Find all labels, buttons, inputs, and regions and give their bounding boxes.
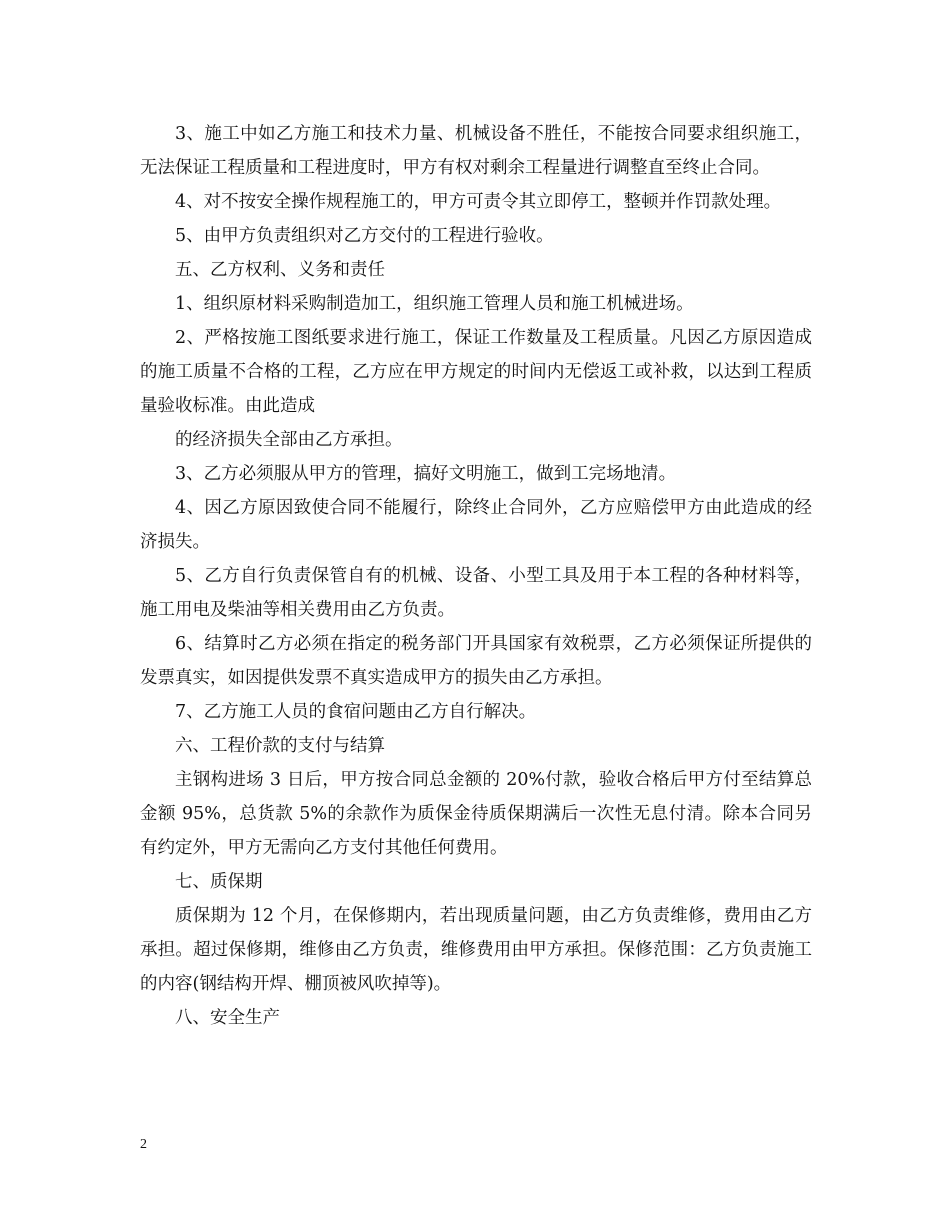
- paragraph-party-b-clause-6: 6、结算时乙方必须在指定的税务部门开具国家有效税票，乙方必须保证所提供的发票真实，如因提供发票不真实造成甲方的损失由乙方承担。: [140, 634, 812, 688]
- paragraph-clause-5-acceptance: 5、由甲方负责组织对乙方交付的工程进行验收。: [175, 226, 554, 246]
- paragraph-party-b-clause-4: 4、因乙方原因致使合同不能履行，除终止合同外，乙方应赔偿甲方由此造成的经济损失。: [140, 498, 812, 552]
- paragraph-warranty-terms: 质保期为 12 个月，在保修期内，若出现质量问题，由乙方负责维修，费用由乙方承担。超过保修期，维修由乙方负责，维修费用由甲方承担。保修范围：乙方负责施工的内容(钢结构开焊、棚顶被风吹掉等)。: [140, 906, 812, 994]
- paragraph-party-b-clause-7: 7、乙方施工人员的食宿问题由乙方自行解决。: [175, 702, 537, 722]
- paragraph-party-b-clause-3: 3、乙方必须服从甲方的管理，搞好文明施工，做到工完场地清。: [175, 464, 677, 484]
- paragraph-party-b-clause-2-continued: 的经济损失全部由乙方承担。: [175, 430, 403, 450]
- paragraph-payment-terms: 主钢构进场 3 日后，甲方按合同总金额的 20%付款，验收合格后甲方付至结算总金额 95%，总货款 5%的余款作为质保金待质保期满后一次性无息付清。除本合同另有约定外，甲方无需向乙方支付其他任何费用。: [140, 770, 812, 858]
- paragraph-clause-4-safety-stop: 4、对不按安全操作规程施工的，甲方可责令其立即停工，整顿并作罚款处理。: [175, 192, 782, 212]
- paragraph-clause-3-termination: 3、施工中如乙方施工和技术力量、机械设备不胜任，不能按合同要求组织施工，无法保证工程质量和工程进度时，甲方有权对剩余工程量进行调整直至终止合同。: [140, 124, 812, 178]
- document-body: [140, 117, 812, 1035]
- page-number: 2: [140, 1137, 147, 1152]
- paragraph-party-b-clause-1: 1、组织原材料采购制造加工，组织施工管理人员和施工机械进场。: [175, 294, 694, 314]
- paragraph-party-b-clause-2: 2、严格按施工图纸要求进行施工，保证工作数量及工程质量。凡因乙方原因造成的施工质量不合格的工程，乙方应在甲方规定的时间内无偿返工或补救，以达到工程质量验收标准。由此造成: [140, 328, 812, 416]
- section-heading-seven: 七、质保期: [175, 872, 263, 892]
- section-heading-eight: 八、安全生产: [175, 1008, 280, 1028]
- section-heading-five: 五、乙方权利、义务和责任: [175, 260, 385, 280]
- section-heading-six: 六、工程价款的支付与结算: [175, 736, 385, 756]
- paragraph-party-b-clause-5: 5、乙方自行负责保管自有的机械、设备、小型工具及用于本工程的各种材料等，施工用电及柴油等相关费用由乙方负责。: [140, 566, 812, 620]
